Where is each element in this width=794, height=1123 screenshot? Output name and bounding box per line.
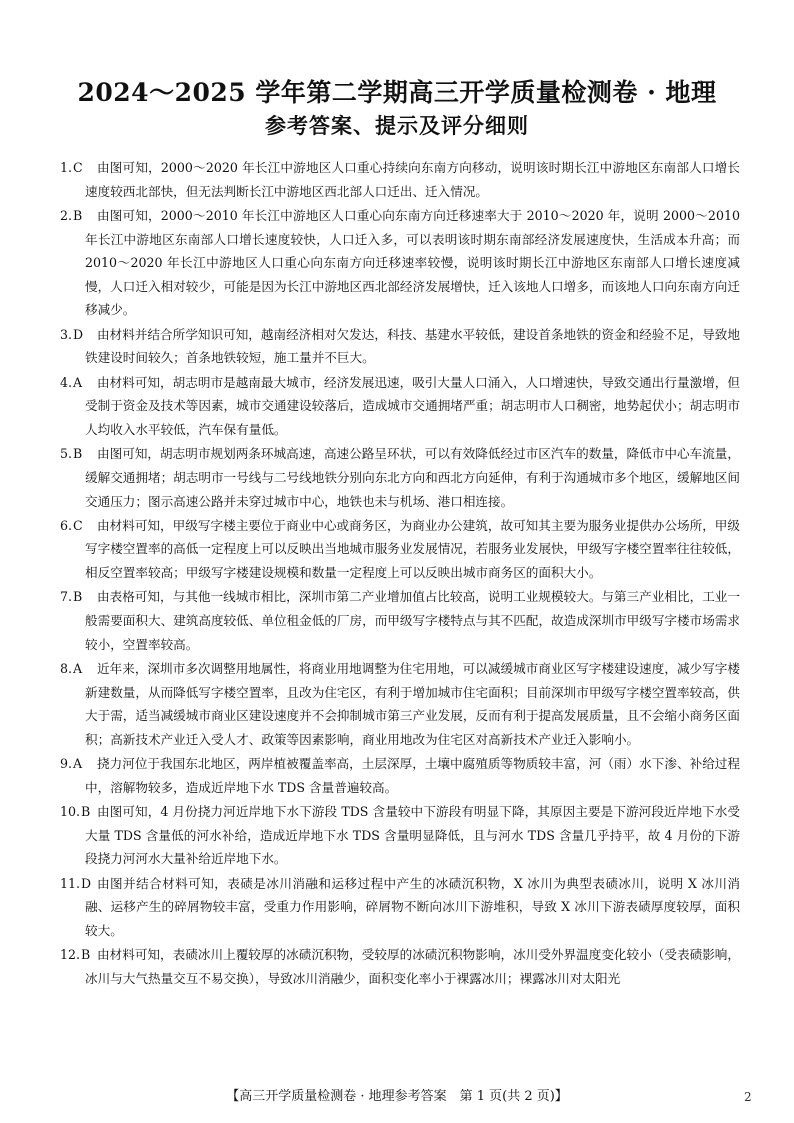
answer-letter: A: [73, 661, 83, 677]
answer-explanation: 由图可知，2000～2010 年长江中游地区人口重心向东南方向迁移速率大于 2010～2020 年，说明 2000～2010 年长江中游地区东南部人口增长速度较快，人口迁入多，可以表明该时期东南部经济发展速度快，生活成本升高；而 2010～2020 年长江中游地区人口重心向东南方向迁移速率较慢，说明该时期长江中游地区东南部人口增长速度减慢，人口迁入相对较少，可能是因为长江中游地区西北部经济发展增快，迁入该地人口增多，而该地人口向东南方向迁移减少。: [85, 207, 740, 318]
answer-explanation: 由材料可知，表碛冰川上覆较厚的冰碛沉积物，受较厚的冰碛沉积物影响，冰川受外界温度变化较小（受表碛影响，冰川与大气热量交互不易交换），导致冰川消融少，面积变化率小于裸露冰川；裸露冰川对太阳光: [85, 947, 740, 986]
page-number: 2: [744, 1090, 752, 1104]
answer-list: [60, 156, 740, 991]
answer-explanation: 由图可知，胡志明市规划两条环城高速，高速公路呈环状，可以有效降低经过市区汽车的数量，降低市中心车流量，缓解交通拥堵；胡志明市一号线与二号线地铁分别向东北方向和西北方向延伸，有利于沟通城市多个地区，缓解地区间交通压力；图示高速公路并未穿过城市中心，地铁也未与机场、港口相连接。: [85, 446, 740, 509]
document-subtitle: 参考答案、提示及评分细则: [265, 114, 529, 138]
answer-explanation: 近年来，深圳市多次调整用地属性，将商业用地调整为住宅用地，可以减缓城市商业区写字楼建设速度，减少写字楼新建数量，从而降低写字楼空置率，且改为住宅区，有利于增加城市住宅面积；目前深圳市甲级写字楼空置率较高，供大于需，适当减缓城市商业区建设速度并不会抑制城市第三产业发展，反而有利于提高发展质量，且不会缩小商务区面积；高新技术产业迁入受人才、政策等因素影响，商业用地改为住宅区对高新技术产业迁入影响小。: [85, 661, 740, 747]
answer-item: [60, 585, 740, 656]
question-number: 9.: [60, 756, 73, 772]
answer-explanation: 由图可知，4 月份挠力河近岸地下水下游段 TDS 含量较中下游段有明显下降，其原因主要是下游河段近岸地下水受大量 TDS 含量低的河水补给，造成近岸地下水 TDS 含量明显降低，且与河水 TDS 含量几乎持平，故 4 月份的下游段挠力河河水大量补给近岸地下水。: [85, 804, 740, 867]
answer-explanation: 由图可知，2000～2020 年长江中游地区人口重心持续向东南方向移动，说明该时期长江中游地区东南部人口增长速度较西北部快，但无法判断长江中游地区西北部人口迁出、迁入情况。: [85, 160, 740, 199]
document-title: 2024～2025 学年第二学期高三开学质量检测卷 · 地理: [77, 78, 717, 107]
answer-item: [60, 872, 740, 943]
answer-item: [60, 657, 740, 751]
answer-item: [60, 514, 740, 585]
answer-item: [60, 156, 740, 203]
answer-letter: B: [73, 446, 83, 462]
answer-letter: D: [73, 326, 84, 342]
answer-explanation: 由表格可知，与其他一线城市相比，深圳市第二产业增加值占比较高，说明工业规模较大。与第三产业相比，工业一般需要面积大、建筑高度较低、单位租金低的厂房，而甲级写字楼特点与其不匹配，故造成深圳市甲级写字楼市场需求较小，空置率较高。: [85, 589, 740, 652]
answer-letter: B: [73, 207, 83, 223]
answer-letter: A: [73, 374, 83, 390]
question-number: 7.: [60, 589, 73, 605]
answer-explanation: 由图并结合材料可知，表碛是冰川消融和运移过程中产生的冰碛沉积物，X 冰川为典型表碛冰川，说明 X 冰川消融、运移产生的碎屑物较丰富，受重力作用影响，碎屑物不断向冰川下游堆积，导致 X 冰川下游表碛厚度较厚，面积较大。: [85, 875, 740, 938]
question-number: 8.: [60, 661, 73, 677]
answer-item: [60, 943, 740, 990]
answer-letter: A: [73, 756, 83, 772]
question-number: 5.: [60, 446, 73, 462]
question-number: 11.: [60, 875, 81, 891]
question-number: 12.: [60, 947, 81, 963]
question-number: 6.: [60, 517, 73, 533]
answer-item: [60, 800, 740, 871]
answer-letter: D: [81, 875, 92, 891]
answer-letter: B: [81, 804, 91, 820]
answer-item: [60, 442, 740, 513]
answer-explanation: 挠力河位于我国东北地区，两岸植被覆盖率高，土层深厚，土壤中腐殖质等物质较丰富，河（雨）水下渗、补给过程中，溶解物较多，造成近岸地下水 TDS 含量普遍较高。: [85, 756, 740, 795]
question-number: 10.: [60, 804, 81, 820]
answer-item: [60, 371, 740, 442]
answer-letter: B: [81, 947, 91, 963]
answer-explanation: 由材料可知，甲级写字楼主要位于商业中心或商务区，为商业办公建筑，故可知其主要为服务业提供办公场所，甲级写字楼空置率的高低一定程度上可以反映出当地城市服务业发展情况，若服务业发展快，甲级写字楼空置率往往较低，相反空置率较高；甲级写字楼建设规模和数量一定程度上可以反映出城市商务区的面积大小。: [85, 517, 740, 581]
question-number: 2.: [60, 207, 73, 223]
page-footer: [0, 1088, 794, 1106]
answer-item: [60, 323, 740, 370]
answer-letter: B: [73, 589, 83, 605]
answer-letter: C: [73, 160, 83, 175]
question-number: 1.: [60, 160, 73, 175]
question-number: 3.: [60, 326, 73, 342]
footer-text: 【高三开学质量检测卷 · 地理参考答案 第 1 页(共 2 页)】: [226, 1089, 568, 1104]
answer-item: [60, 752, 740, 799]
answer-explanation: 由材料并结合所学知识可知，越南经济相对欠发达，科技、基建水平较低，建设首条地铁的资金和经验不足，导致地铁建设时间较久；首条地铁较短，施工量并不巨大。: [85, 326, 740, 366]
answer-explanation: 由材料可知，胡志明市是越南最大城市，经济发展迅速，吸引大量人口涌入，人口增速快，导致交通出行量激增，但受制于资金及技术等因素，城市交通建设较落后，造成城市交通拥堵严重；胡志明市人口稠密，地势起伏小；胡志明市人均收入水平较低，汽车保有量低。: [85, 374, 740, 437]
answer-item: [60, 204, 740, 322]
question-number: 4.: [60, 374, 73, 390]
answer-letter: C: [73, 517, 83, 533]
